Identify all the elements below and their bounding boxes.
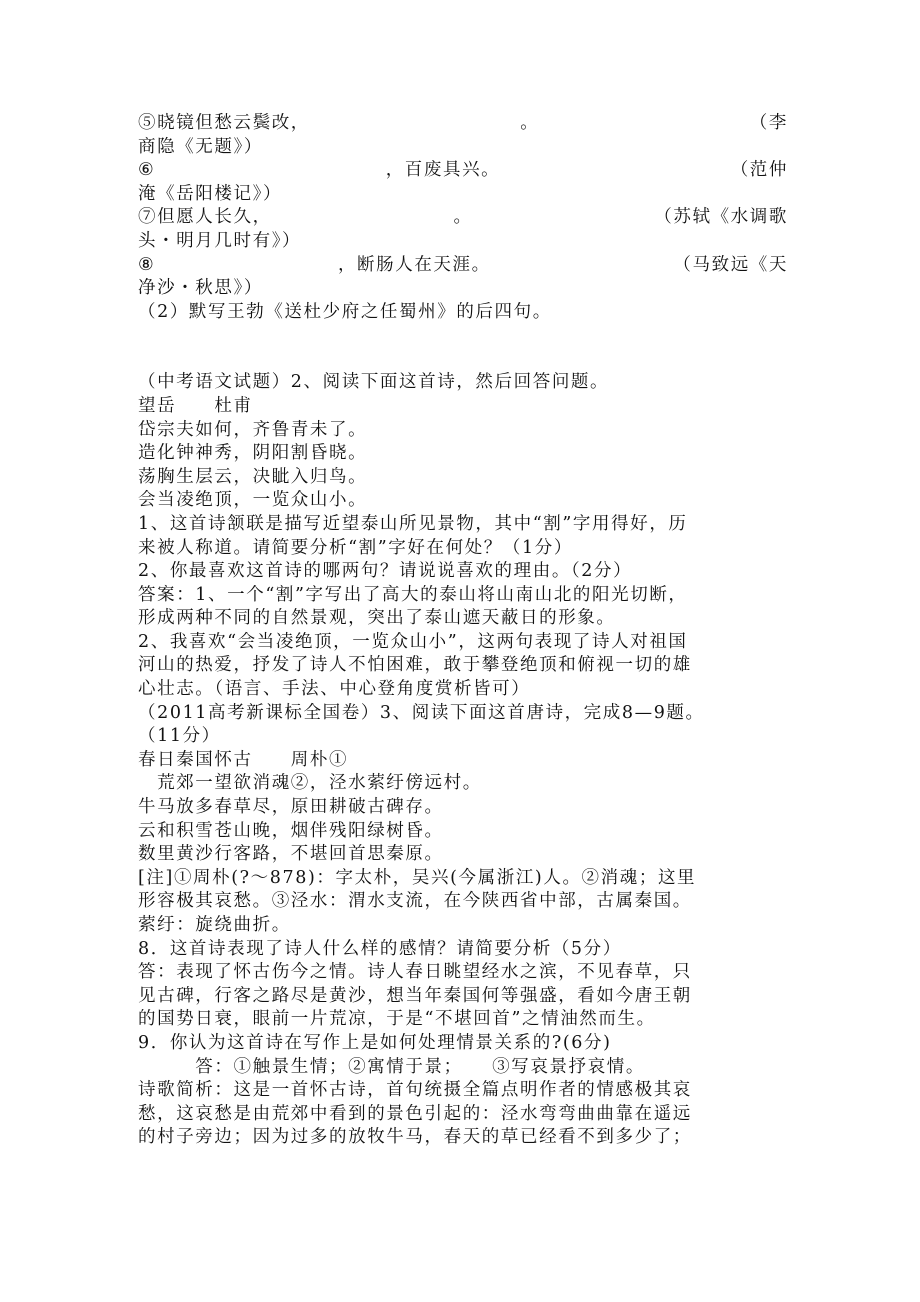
text-line: （11分） xyxy=(138,726,221,747)
fill-in-text: ⑧ xyxy=(138,254,156,275)
spacer xyxy=(138,324,788,371)
fill-in-source: （马致远《天 xyxy=(673,254,788,275)
fill-in-source-cont: 淹《岳阳楼记》） xyxy=(138,183,283,204)
text-line: 1、这首诗颔联是描写近望泰山所见景物，其中“割”字用得好，历 xyxy=(138,513,688,534)
text-line: 9．你认为这首诗在写作上是如何处理情景关系的?(6分) xyxy=(138,1032,612,1053)
text-line: 诗歌简析：这是一首怀古诗，首句统摄全篇点明作者的情感极其哀 xyxy=(138,1080,692,1101)
text-line: [注]①周朴(?～878)：字太朴，吴兴(今属浙江)人。②消魂；这里 xyxy=(138,867,697,888)
text-block xyxy=(138,371,788,1150)
text-line: 荒郊一望欲消魂②，泾水萦纡傍远村。 xyxy=(138,773,482,794)
question-dictation: （2）默写王勃《送杜少府之任蜀州》的后四句。 xyxy=(138,301,552,322)
fill-in-text: ⑦但愿人长久， xyxy=(138,207,272,228)
document-body xyxy=(138,112,788,1150)
fill-in-text: ，断肠人在天涯。 xyxy=(337,254,491,275)
text-line: 来被人称道。请简要分析“割”字好在何处？（1分） xyxy=(138,537,573,558)
text-line: 岱宗夫如何，齐鲁青未了。 xyxy=(138,419,368,440)
text-line: 心壮志。（语言、手法、中心登角度赏析皆可） xyxy=(138,679,531,700)
text-line: （2011高考新课标全国卷）3、阅读下面这首唐诗，完成8—9题。 xyxy=(138,702,705,723)
fill-in-line-5 xyxy=(138,112,788,136)
text-line: 2、我喜欢“会当凌绝顶，一览众山小”，这两句表现了诗人对祖国 xyxy=(138,631,688,652)
fill-in-text: 。 xyxy=(520,113,540,133)
fill-in-source: （苏轼《水调歌 xyxy=(654,207,788,228)
fill-in-text: ⑤晓镜但愁云鬓改， xyxy=(138,113,310,133)
fill-in-text: 。 xyxy=(453,207,473,228)
text-line: 的国势日衰，眼前一片荒凉，于是“不堪回首”之情油然而生。 xyxy=(138,1009,656,1030)
text-line: 会当凌绝顶，一览众山小。 xyxy=(138,490,368,511)
text-line: （中考语文试题）2、阅读下面这首诗，然后回答问题。 xyxy=(138,372,610,393)
fill-in-line-6 xyxy=(138,159,788,183)
text-line: 萦纡：旋绕曲折。 xyxy=(138,915,291,935)
text-line: 愁，这哀愁是由荒郊中看到的景色引起的：泾水弯弯曲曲靠在遥远 xyxy=(138,1103,692,1124)
text-line: 见古碑，行客之路尽是黄沙，想当年秦国何等强盛，看如今唐王朝 xyxy=(138,985,692,1006)
text-line: 答案：1、一个“割”字写出了高大的泰山将山南山北的阳光切断， xyxy=(138,584,688,605)
text-line: 2、你最喜欢这首诗的哪两句？请说说喜欢的理由。（2分） xyxy=(138,561,633,582)
text-line: 答：表现了怀古伤今之情。诗人春日眺望经水之滨，不见春草，只 xyxy=(138,962,692,983)
text-line: 春日秦国怀古 周朴① xyxy=(138,749,349,770)
text-line: 8．这首诗表现了诗人什么样的感情？请简要分析（5分） xyxy=(138,938,622,959)
fill-in-line-8 xyxy=(138,254,788,278)
fill-in-source-cont: 头・明月几时有》） xyxy=(138,230,302,251)
text-line: 形成两种不同的自然景观，突出了泰山遮天蔽日的形象。 xyxy=(138,608,616,629)
text-line: 荡胸生层云，决眦入归鸟。 xyxy=(138,466,368,487)
fill-in-text: ，百废具兴。 xyxy=(385,160,501,181)
fill-in-source: （李 xyxy=(749,113,788,133)
text-line: 造化钟神秀，阴阳割昏晓。 xyxy=(138,443,368,464)
text-line: 答：①触景生情；②寓情于景； ③写哀景抒哀情。 xyxy=(138,1056,645,1077)
fill-in-line-7 xyxy=(138,206,788,230)
fill-in-source: （范仲 xyxy=(730,160,788,181)
text-line: 河山的热爱，抒发了诗人不怕困难，敢于攀登绝顶和俯视一切的雄 xyxy=(138,655,692,676)
text-line: 望岳 杜甫 xyxy=(138,395,253,416)
fill-in-source-cont: 净沙・秋思》） xyxy=(138,278,263,299)
text-line: 云和积雪苍山晚，烟伴残阳绿树昏。 xyxy=(138,820,444,841)
text-line: 数里黄沙行客路，不堪回首思秦原。 xyxy=(138,844,444,865)
text-line: 牛马放多春草尽，原田耕破古碑存。 xyxy=(138,797,444,818)
fill-in-text: ⑥ xyxy=(138,160,156,181)
fill-in-source-cont: 商隐《无题》） xyxy=(138,136,263,157)
text-line: 的村子旁边；因为过多的放牧牛马，春天的草已经看不到多少了； xyxy=(138,1127,692,1148)
text-line: 形容极其哀愁。③泾水：渭水支流，在今陕西省中部，古属秦国。 xyxy=(138,891,692,912)
